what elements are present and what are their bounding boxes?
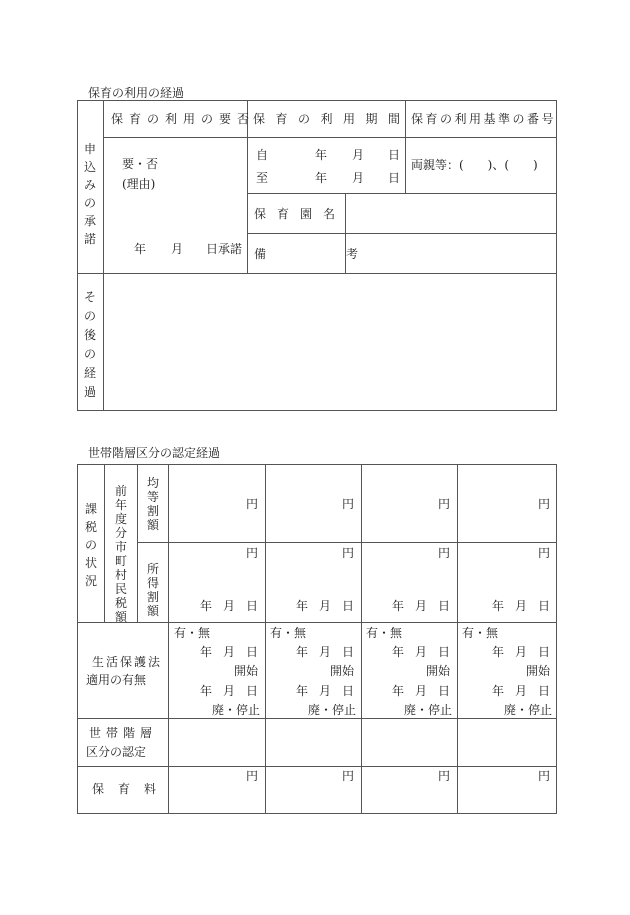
welfare-end-year: 年	[392, 684, 405, 698]
remarks-field[interactable]	[346, 234, 556, 273]
income-rate-month: 月	[223, 599, 236, 613]
household-class-field-1[interactable]	[169, 719, 265, 766]
welfare-end-year: 年	[492, 684, 505, 698]
welfare-end-label: 廃・停止	[308, 703, 357, 717]
income-rate-month: 月	[515, 599, 528, 613]
period-from-label: 自	[256, 148, 269, 162]
welfare-yes-no[interactable]: 有・無	[366, 626, 403, 640]
household-class-field-4[interactable]	[458, 719, 556, 766]
income-rate-year: 年	[200, 599, 213, 613]
household-class-field-3[interactable]	[362, 719, 457, 766]
welfare-end-year: 年	[296, 684, 309, 698]
welfare-start-day: 日	[246, 645, 259, 659]
label-equal-rate: 均等割額	[146, 476, 159, 532]
label-previous-year-municipal-tax: 前年度分市町村民税額	[114, 484, 127, 624]
income-rate-day: 日	[538, 599, 551, 613]
welfare-start-year: 年	[296, 645, 309, 659]
welfare-yes-no[interactable]: 有・無	[174, 626, 211, 640]
welfare-start-label: 開始	[426, 664, 451, 678]
remarks-label: 備 考	[254, 247, 393, 261]
period-to-label: 至	[256, 171, 269, 185]
welfare-end-month: 月	[415, 684, 428, 698]
label-household-line1: 世帯階層	[89, 726, 158, 740]
welfare-start-day: 日	[342, 645, 355, 659]
standard-number-parents: 両親等：( )、( )	[411, 158, 538, 172]
section-title-household-class-history: 世帯階層区分の認定経過	[88, 446, 221, 460]
income-rate-year: 年	[392, 599, 405, 613]
label-welfare-line1: 生活保護法	[92, 655, 163, 669]
equal-rate-yen: 円	[342, 497, 355, 511]
income-rate-yen: 円	[342, 546, 355, 560]
welfare-end-day: 日	[438, 684, 451, 698]
fee-yen: 円	[246, 769, 259, 783]
period-to-day: 日	[388, 171, 401, 185]
income-rate-day: 日	[246, 599, 259, 613]
label-childcare-fee: 保育料	[92, 782, 171, 796]
fee-yen: 円	[538, 769, 551, 783]
approval-year: 年	[134, 242, 147, 256]
yes-no-option[interactable]: 要・否	[122, 157, 159, 171]
header-usage-period: 保育の利用期間	[253, 112, 411, 126]
label-household-line2: 区分の認定	[86, 745, 147, 759]
label-welfare-line2: 適用の有無	[86, 673, 147, 687]
welfare-end-year: 年	[200, 684, 213, 698]
fee-yen: 円	[342, 769, 355, 783]
welfare-start-month: 月	[415, 645, 428, 659]
period-to-year: 年	[315, 171, 328, 185]
income-rate-yen: 円	[246, 546, 259, 560]
welfare-start-label: 開始	[234, 664, 259, 678]
welfare-end-label: 廃・停止	[212, 703, 261, 717]
income-rate-yen: 円	[438, 546, 451, 560]
welfare-start-month: 月	[319, 645, 332, 659]
welfare-start-year: 年	[200, 645, 213, 659]
nursery-name-field[interactable]	[346, 194, 556, 233]
welfare-start-month: 月	[223, 645, 236, 659]
welfare-end-day: 日	[538, 684, 551, 698]
label-application-approval: 申込みの承諾	[83, 142, 96, 246]
welfare-yes-no[interactable]: 有・無	[462, 626, 499, 640]
welfare-start-day: 日	[438, 645, 451, 659]
nursery-name-label: 保育園名	[254, 207, 347, 221]
approval-day: 日承諾	[206, 242, 243, 256]
equal-rate-yen: 円	[246, 497, 259, 511]
income-rate-yen: 円	[538, 546, 551, 560]
income-rate-day: 日	[342, 599, 355, 613]
reason-label: (理由)	[122, 177, 156, 191]
subsequent-history-field[interactable]	[104, 274, 556, 410]
period-to-month: 月	[352, 171, 365, 185]
equal-rate-yen: 円	[538, 497, 551, 511]
period-from-month: 月	[352, 148, 365, 162]
welfare-end-month: 月	[515, 684, 528, 698]
fee-yen: 円	[438, 769, 451, 783]
label-income-rate: 所得割額	[146, 562, 159, 618]
header-usage-necessity: 保育の利用の要否	[111, 112, 256, 126]
income-rate-day: 日	[438, 599, 451, 613]
welfare-end-day: 日	[342, 684, 355, 698]
section-title-usage-history: 保育の利用の経過	[88, 86, 185, 100]
equal-rate-yen: 円	[438, 497, 451, 511]
welfare-end-label: 廃・停止	[404, 703, 453, 717]
income-rate-year: 年	[296, 599, 309, 613]
welfare-start-label: 開始	[526, 664, 551, 678]
welfare-start-month: 月	[515, 645, 528, 659]
household-class-field-2[interactable]	[266, 719, 361, 766]
welfare-end-month: 月	[223, 684, 236, 698]
label-subsequent-history: その後の経過	[83, 290, 96, 399]
welfare-start-year: 年	[492, 645, 505, 659]
welfare-end-day: 日	[246, 684, 259, 698]
income-rate-month: 月	[415, 599, 428, 613]
welfare-end-label: 廃・停止	[504, 703, 553, 717]
welfare-start-year: 年	[392, 645, 405, 659]
welfare-start-label: 開始	[330, 664, 355, 678]
welfare-start-day: 日	[538, 645, 551, 659]
income-rate-month: 月	[319, 599, 332, 613]
label-tax-status: 課税の状況	[84, 502, 97, 588]
approval-month: 月	[171, 242, 184, 256]
income-rate-year: 年	[492, 599, 505, 613]
period-from-year: 年	[315, 148, 328, 162]
period-from-day: 日	[388, 148, 401, 162]
header-usage-standard-number: 保育の利用基準の番号	[411, 112, 557, 126]
welfare-end-month: 月	[319, 684, 332, 698]
welfare-yes-no[interactable]: 有・無	[270, 626, 307, 640]
